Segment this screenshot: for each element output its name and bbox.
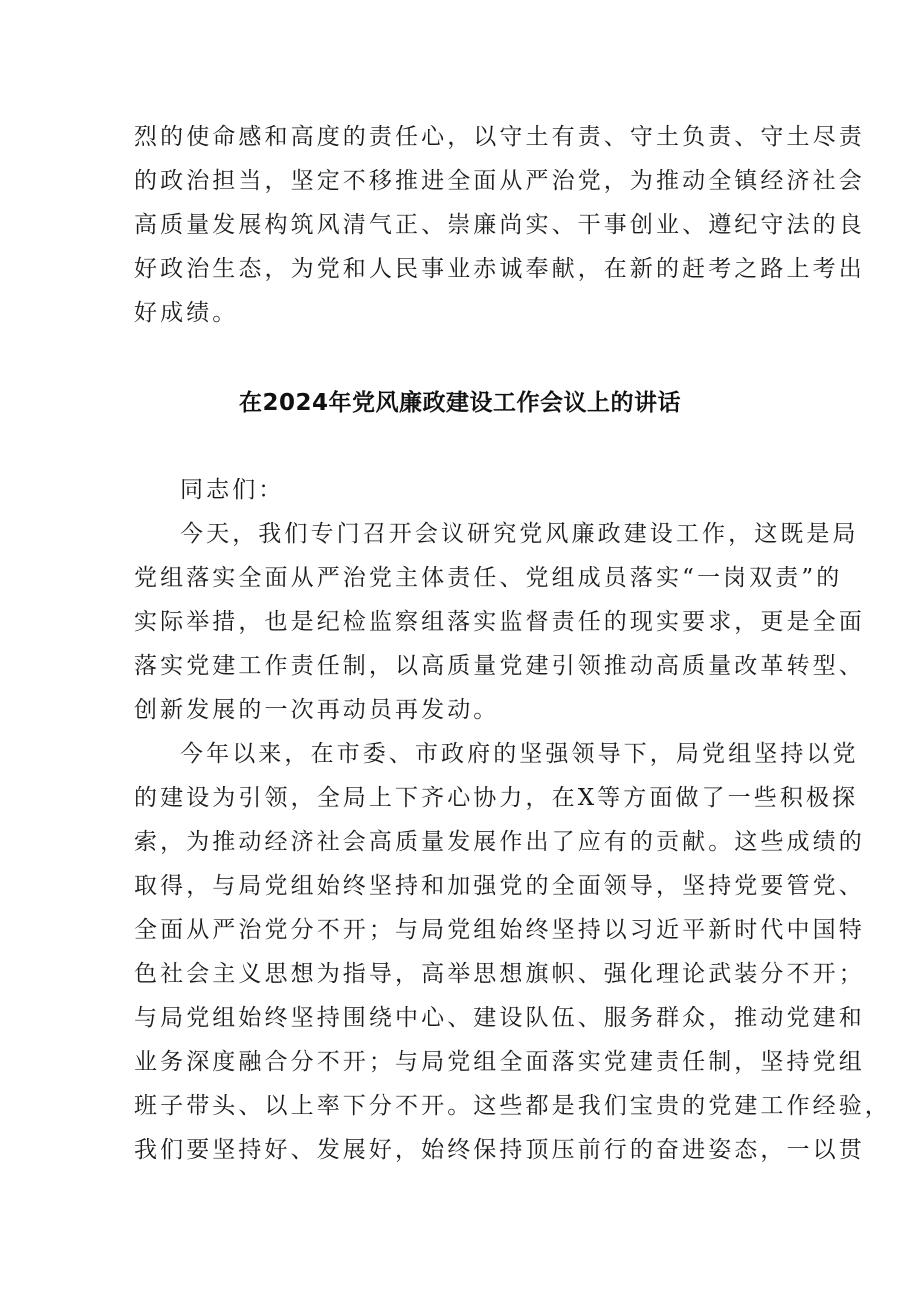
text-line: 好政治生态，为党和人民事业赤诚奉献，在新的赶考之路上考出	[134, 256, 865, 282]
paragraph-line: 党组落实全面从严治党主体责任、党组成员落实“一岗双责”的	[134, 565, 843, 591]
paragraph-line: 索，为推动经济社会高质量发展作出了应有的贡献。这些成绩的	[134, 829, 865, 855]
paragraph-line: 班子带头、以上率下分不开。这些都是我们宝贵的党建工作经验，	[134, 1093, 891, 1119]
paragraph-line: 与局党组始终坚持围绕中心、建设队伍、服务群众，推动党建和	[134, 1005, 865, 1031]
paragraph-line: 今年以来，在市委、市政府的坚强领导下，局党组坚持以党	[180, 741, 859, 767]
paragraph-line: 落实党建工作责任制，以高质量党建引领推动高质量改革转型、	[134, 653, 865, 679]
text-line: 的政治担当，坚定不移推进全面从严治党，为推动全镇经济社会	[134, 168, 865, 194]
paragraph-line: 今天，我们专门召开会议研究党风廉政建设工作，这既是局	[180, 521, 859, 547]
text-line: 高质量发展构筑风清气正、崇廉尚实、干事创业、遵纪守法的良	[134, 212, 865, 238]
text-line: 好成绩。	[134, 300, 239, 326]
paragraph-line: 取得，与局党组始终坚持和加强党的全面领导，坚持党要管党、	[134, 873, 865, 899]
paragraph-line: 的建设为引领，全局上下齐心协力，在X等方面做了一些积极探	[134, 785, 859, 811]
paragraph-line: 全面从严治党分不开；与局党组始终坚持以习近平新时代中国特	[134, 917, 865, 943]
paragraph-line: 我们要坚持好、发展好，始终保持顶压前行的奋进姿态，一以贯	[134, 1137, 865, 1163]
salutation: 同志们：	[180, 477, 285, 503]
speech-title: 在2024年党风廉政建设工作会议上的讲话	[238, 390, 681, 416]
paragraph-line: 创新发展的一次再动员再发动。	[134, 697, 500, 723]
paragraph-line: 实际举措，也是纪检监察组落实监督责任的现实要求，更是全面	[134, 609, 865, 635]
paragraph-line: 业务深度融合分不开；与局党组全面落实党建责任制，坚持党组	[134, 1049, 865, 1075]
text-line: 烈的使命感和高度的责任心，以守土有责、守土负责、守土尽责	[134, 124, 865, 150]
paragraph-line: 色社会主义思想为指导，高举思想旗帜、强化理论武装分不开；	[134, 961, 865, 987]
